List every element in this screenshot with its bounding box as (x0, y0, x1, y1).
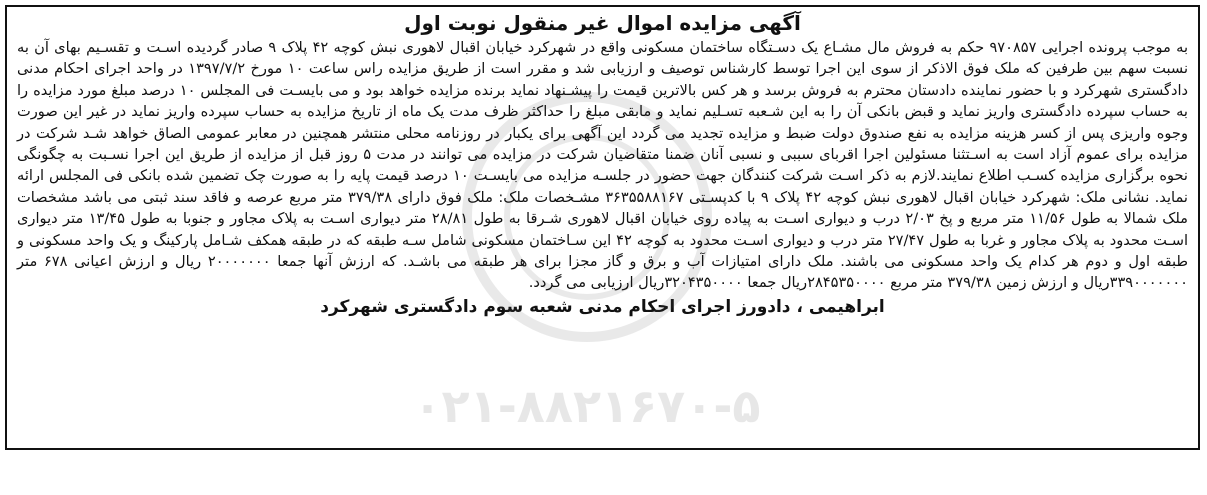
notice-title: آگهی مزایده اموال غیر منقول نوبت اول (404, 11, 801, 35)
watermark-phone: ۰۲۱-۸۸۲۱۶۷۰-۵ (413, 379, 761, 433)
notice-body: به موجب پرونده اجرایی ۹۷۰۸۵۷ حکم به فروش مال مشـاع یک دسـتگاه ساختمان مسکونی واقع در شهرکرد خیابان اقبال لاهوری نبش کوچه ۴۲ پلاک ۹ صادر گردیده اسـت و تقسـیم بهای آن به نسبت سهم بین طرفین که ملک فوق الاذکر از سوی این اجرا توسط کارشناس توصیف و ارزیابی شد و مقرر است از طریق مزایده راس ساعت ۱۰ مورخ ۱۳۹۷/۷/۲ در واحد اجرای احکام مدنی دادگستری شهرکرد و با حضور نماینده دادستان محترم به فروش برسد و هر کس بالاترین قیمت را پیشـنهاد نماید برنده مزایده خواهد بود و می بایسـت فی المجلس ۱۰ درصد مبلغ مورد مزایده را به حساب سپرده دادگستری واریز نماید و قبض بانکی آن را به این شـعبه تسـلیم نماید و مابقی مبلغ را حداکثر ظرف مدت یک ماه از تاریخ مزایده به حساب سپرده واریز نماید در غیر این صورت وجوه واریزی پس از کسر هزینه مزایده به نفع صندوق دولت ضبط و مزایده تجدید می گردد این آگهی برای یکبار در روزنامه محلی منتشر همچنین در معابر عمومی الصاق خواهد شـد شرکت در مزایده برای عموم آزاد است به اسـتثنا مسئولین اجرا اقربای سببی و نسبی آنان ضمنا متقاضیان شرکت در مزایده می توانند در مدت ۵ روز قبل از مزایده از طریق این اجرا نسـبت به چگونگی نحوه برگزاری مزایده کسـب اطلاع نمایند.لازم به ذکر اسـت شرکت کنندگان جهت حضور در جلسـه مزایده می بایسـت ۱۰ درصد قیمت پایه را به صورت چک تضمین شده بانکی فی المجلس ارائه نماید. نشانی ملک: شهرکرد خیابان اقبال لاهوری نبش کوچه ۴۲ پلاک ۹ با کدپسـتی ۳۶۳۵۵۸۸۱۶۷ مشـخصات ملک: ملک فوق دارای ۳۷۹/۳۸ متر مربع عرصه و فاقد سند ثبتی می باشد مشخصات ملک شمالا به طول ۱۱/۵۶ متر مربع و پخ ۲/۰۳ درب و دیواری اسـت به پیاده روی خیابان اقبال لاهوری شـرقا به طول ۲۸/۸۱ متر دیواری اسـت به پلاک مجاور و جنوبا به طول ۱۳/۴۵ متر دیواری اسـت محدود به پلاک مجاور و غربا به طول ۲۷/۴۷ متر درب و دیواری اسـت محدود به کوچه ۴۲ این سـاختمان مسکونی شامل سـه طبقه که در طبقه همکف شـامل پارکینگ و یک واحد مسکونی و طبقه اول و دوم هر کدام یک واحد مسکونی می باشند. ملک دارای امتیازات آب و برق و گاز مجزا برای هر طبقه می باشـد. که ارزش آنها جمعا ۲۰۰۰۰۰۰۰ ریال و ارزش اعیانی ۶۷۸ متر ۳۳۹۰۰۰۰۰۰۰ریال و ارزش زمین ۳۷۹/۳۸ متر مربع ۲۸۴۵۳۵۰۰۰۰ریال جمعا ۳۲۰۴۳۵۰۰۰۰ریال ارزیابی می گردد. (17, 39, 1189, 292)
auction-notice (5, 5, 1200, 450)
notice-signature: ابراهیمی ، دادورز اجرای احکام مدنی شعبه سوم دادگستری شهرکرد (320, 296, 885, 317)
